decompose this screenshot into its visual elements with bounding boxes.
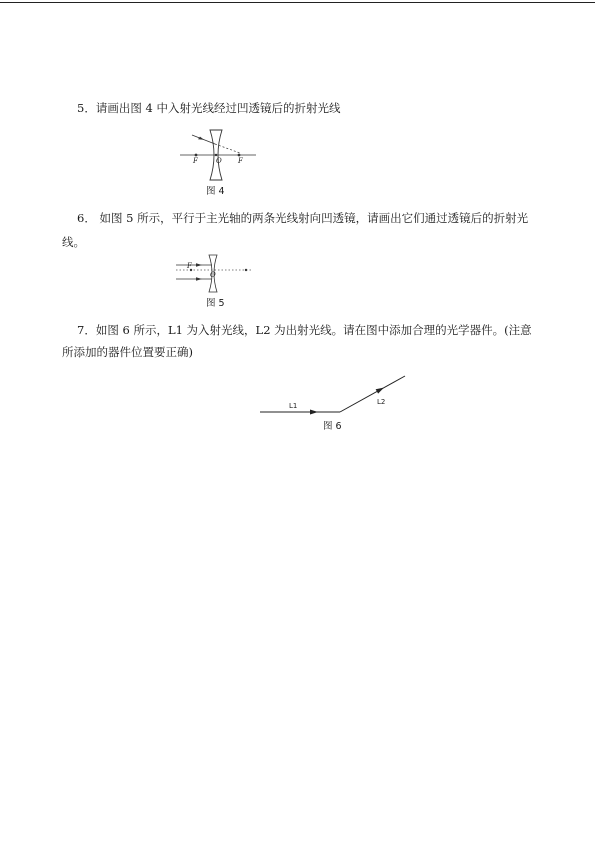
question-7-text-line2: 所添加的器件位置要正确) (62, 345, 193, 359)
question-6-text-line1: 6． 如图 5 所示，平行于主光轴的两条光线射向凹透镜，请画出它们通过透镜后的折射光 (77, 211, 529, 225)
incident-ray-arrow (198, 137, 204, 140)
focus-right-dot (245, 269, 247, 271)
label-o: O (216, 157, 222, 165)
figure-5-caption: 图 5 (206, 298, 225, 309)
figure-5-concave-lens (176, 253, 256, 298)
label-f-left: F (193, 157, 198, 165)
figure-6-caption: 图 6 (323, 421, 342, 432)
ray-l2 (340, 376, 405, 412)
question-7-text-line1: 7．如图 6 所示，L1 为入射光线，L2 为出射光线。请在图中添加合理的光学器件。(注意 (77, 323, 532, 337)
label-l2: L2 (377, 398, 386, 406)
page-top-rule (0, 2, 595, 3)
question-6-text-line2: 线。 (62, 235, 85, 249)
figure-6-light-rays (258, 372, 408, 417)
label-o: O (210, 271, 216, 279)
ray-l1-arrow (310, 410, 318, 415)
figure-4-caption: 图 4 (206, 186, 225, 197)
optical-center-dot (215, 154, 217, 156)
question-5-text: 5．请画出图 4 中入射光线经过凹透镜后的折射光线 (77, 101, 341, 115)
incident-ray-lower-arrow (196, 277, 202, 280)
label-f-right: F (238, 157, 243, 165)
incident-ray-upper-arrow (196, 263, 202, 266)
focus-right-dot (238, 154, 241, 157)
figure-4-concave-lens (180, 128, 260, 186)
label-f: F (187, 262, 192, 270)
ray-l2-arrow (376, 388, 384, 394)
label-l1: L1 (289, 402, 298, 410)
focus-left-dot (195, 154, 198, 157)
